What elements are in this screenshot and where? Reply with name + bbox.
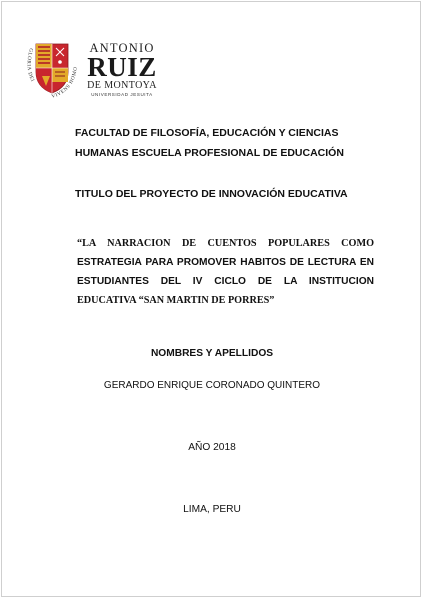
seal-motto-left: GLORIA DEI <box>25 47 36 84</box>
seal-motto-right: VIVENS HOMO <box>50 66 79 100</box>
svg-text:GLORIA DEI <box>25 47 35 83</box>
university-name <box>82 42 162 98</box>
main-title-part3: EDUCATIVA “SAN MARTIN DE PORRES” <box>77 295 275 306</box>
place-label: LIMA, PERU <box>183 504 241 515</box>
main-title-part1: “LA NARRACION DE CUENTOS POPULARES COMO <box>77 238 374 249</box>
main-title-part2: ESTRATEGIA PARA PROMOVER HABITOS DE LECTURA EN ESTUDIANTES DEL IV CICLO DE LA INSTITUCION <box>77 257 374 287</box>
faculty-heading <box>75 123 375 163</box>
author-name: GERARDO ENRIQUE CORONADO QUINTERO <box>103 380 321 391</box>
university-name-line4: UNIVERSIDAD JESUITA <box>91 92 153 97</box>
university-name-line1: ANTONIO <box>89 41 155 55</box>
university-seal-icon <box>22 38 82 104</box>
university-name-line2: RUIZ <box>87 52 157 82</box>
faculty-line1: FACULTAD DE FILOSOFÍA, EDUCACIÓN Y CIENCIAS <box>75 127 339 139</box>
university-name-line3: DE MONTOYA <box>87 80 157 91</box>
university-logo <box>22 38 162 104</box>
names-label: NOMBRES Y APELLIDOS <box>150 348 274 359</box>
project-title-label: TITULO DEL PROYECTO DE INNOVACIÓN EDUCATIVA <box>75 188 348 200</box>
faculty-line2: HUMANAS ESCUELA PROFESIONAL DE EDUCACIÓN <box>75 147 344 159</box>
year-label: AÑO 2018 <box>188 442 236 453</box>
main-title <box>77 234 374 310</box>
